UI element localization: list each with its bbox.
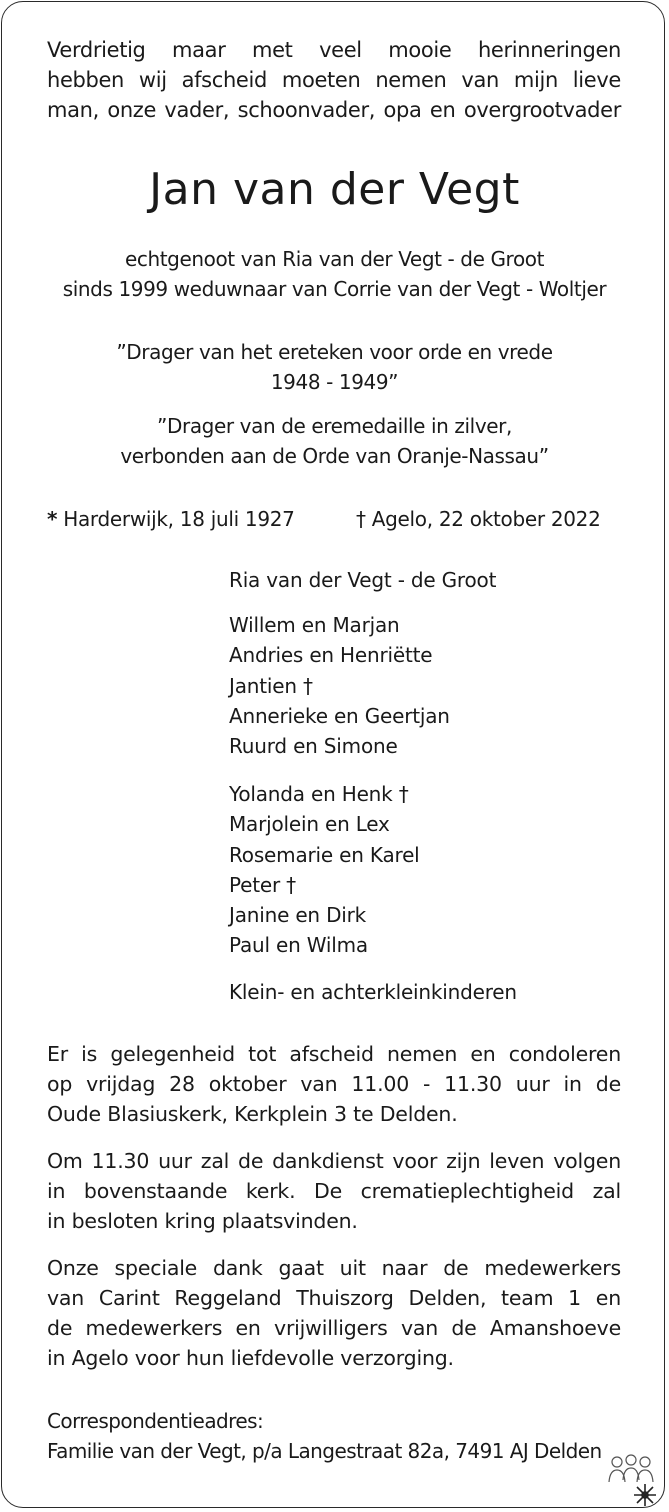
paragraph-line: Om 11.30 uur zal de dankdienst voor zijn leven volgen xyxy=(47,1149,621,1173)
intro-line: Verdrietig maar met veel mooie herinneringen xyxy=(47,38,621,62)
condolence-paragraph xyxy=(47,1039,621,1129)
paragraph-line: in besloten kring plaatsvinden. xyxy=(47,1209,358,1233)
birth-text: Harderwijk, 18 juli 1927 xyxy=(63,507,295,531)
spouse-info xyxy=(20,244,649,304)
paragraph-line: de medewerkers en vrijwilligers van de Amanshoeve xyxy=(47,1316,621,1340)
family-member: Janine en Dirk xyxy=(229,903,367,928)
service-paragraph xyxy=(47,1146,621,1236)
family-spouse xyxy=(229,565,496,595)
address-line: Familie van der Vegt, p/a Langestraat 82a, 7491 AJ Delden xyxy=(47,1439,602,1463)
medal-line: 1948 - 1949” xyxy=(270,370,399,394)
people-flower-logo-icon xyxy=(605,1452,665,1508)
medal-line: verbonden aan de Orde van Oranje-Nassau” xyxy=(120,444,549,468)
intro-line: hebben wij afscheid moeten nemen van mijn lieve xyxy=(47,68,621,92)
family-member: Yolanda en Henk † xyxy=(229,782,409,806)
family-member: Klein- en achterkleinkinderen xyxy=(229,980,517,1004)
correspondence-address xyxy=(47,1406,602,1466)
medal-line: ”Drager van de eremedaille in zilver, xyxy=(157,414,512,438)
family-member: Marjolein en Lex xyxy=(229,812,390,837)
family-children xyxy=(229,610,450,761)
family-member: Jantien † xyxy=(229,673,313,698)
family-member: Peter † xyxy=(229,872,296,897)
spouse-line: echtgenoot van Ria van der Vegt - de Groot xyxy=(124,247,545,271)
medal-eremedaille xyxy=(20,411,649,471)
family-member: Ria van der Vegt - de Groot xyxy=(229,568,497,592)
family-grandchildren xyxy=(229,779,420,961)
family-member: Paul en Wilma xyxy=(229,933,368,958)
paragraph-line: in bovenstaande kerk. De crematieplechtigheid zal xyxy=(47,1179,621,1203)
paragraph-line: van Carint Reggeland Thuiszorg Delden, team 1 en xyxy=(47,1286,621,1310)
family-member: Andries en Henriëtte xyxy=(229,643,433,668)
birth-date xyxy=(47,505,295,533)
medal-ereteken xyxy=(20,337,649,397)
family-member: Rosemarie en Karel xyxy=(229,842,420,867)
death-text: † Agelo, 22 oktober 2022 xyxy=(356,507,601,531)
intro-line: man, onze vader, schoonvader, opa en overgrootvader xyxy=(47,98,621,122)
paragraph-line: op vrijdag 28 oktober van 11.00 - 11.30 uur in de xyxy=(47,1072,621,1096)
family-more xyxy=(229,977,517,1007)
spouse-line: sinds 1999 weduwnaar van Corrie van der Vegt - Woltjer xyxy=(62,277,607,301)
paragraph-line: Onze speciale dank gaat uit naar de medewerkers xyxy=(47,1256,621,1280)
family-member: Annerieke en Geertjan xyxy=(229,703,450,728)
address-label: Correspondentieadres: xyxy=(47,1409,264,1433)
medal-line: ”Drager van het ereteken voor orde en vrede xyxy=(116,340,553,364)
paragraph-line: Er is gelegenheid tot afscheid nemen en condoleren xyxy=(47,1042,621,1066)
family-member: Ruurd en Simone xyxy=(229,734,398,759)
family-member: Willem en Marjan xyxy=(229,613,400,637)
intro-text xyxy=(47,35,621,125)
deceased-name: Jan van der Vegt xyxy=(149,164,520,215)
thanks-paragraph xyxy=(47,1253,621,1373)
death-date xyxy=(356,505,601,533)
paragraph-line: in Agelo voor hun liefdevolle verzorging. xyxy=(47,1346,454,1370)
paragraph-line: Oude Blasiuskerk, Kerkplein 3 te Delden. xyxy=(47,1102,458,1126)
birth-mark: * xyxy=(47,507,58,531)
